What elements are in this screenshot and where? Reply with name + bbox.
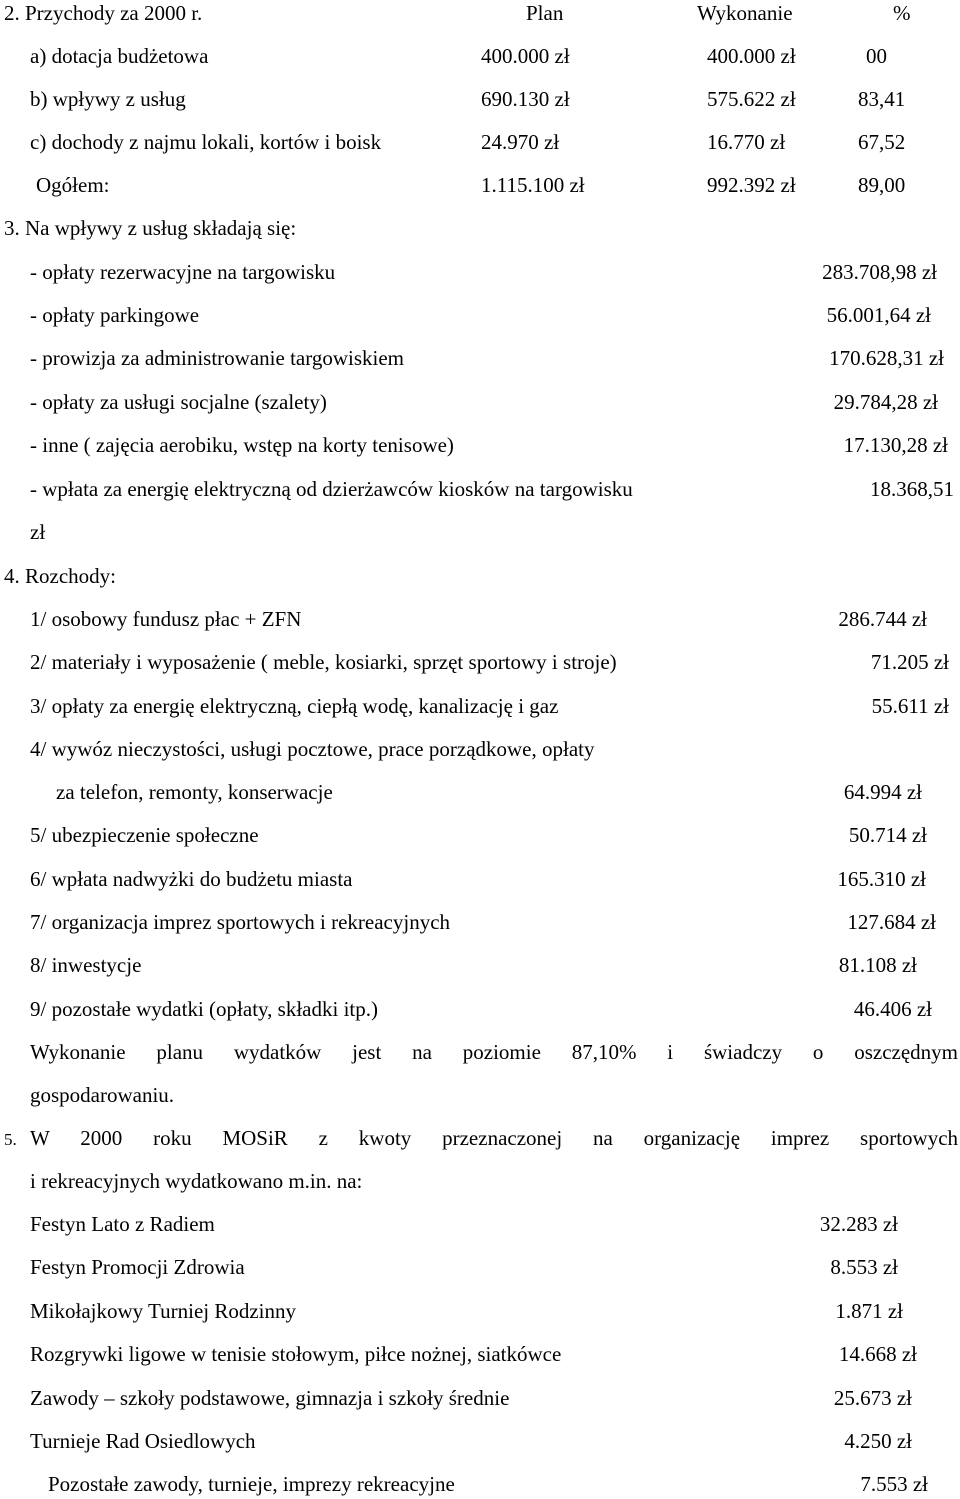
service-income-label: - opłaty parkingowe	[30, 303, 200, 327]
income-row-percent: 00	[866, 44, 887, 68]
event-label: Rozgrywki ligowe w tenisie stołowym, piłce nożnej, siatkówce	[30, 1342, 562, 1366]
income-row-plan: 24.970 zł	[481, 130, 560, 154]
expense-label: 2/ materiały i wyposażenie ( meble, kosiarki, sprzęt sportowy i stroje)	[30, 650, 617, 674]
expense-label: 6/ wpłata nadwyżki do budżetu miasta	[30, 867, 353, 891]
expense-value: 127.684 zł	[847, 910, 936, 934]
income-row-wykonanie: 575.622 zł	[707, 87, 796, 111]
expense-label: 3/ opłaty za energię elektryczną, ciepłą wodę, kanalizację i gaz	[30, 694, 559, 718]
expense-value: 71.205 zł	[870, 650, 949, 674]
income-row-wykonanie: 400.000 zł	[707, 44, 796, 68]
expense-value: 286.744 zł	[838, 607, 927, 631]
service-income-label: - opłaty za usługi socjalne (szalety)	[30, 390, 327, 414]
expense-value: 81.108 zł	[838, 953, 917, 977]
service-income-label: - opłaty rezerwacyjne na targowisku	[30, 260, 336, 284]
service-income-label: - prowizja za administrowanie targowiskiem	[30, 346, 405, 370]
expense-label: 8/ inwestycje	[30, 953, 142, 977]
section-5-intro-line: i rekreacyjnych wydatkowano m.in. na:	[30, 1169, 363, 1193]
expense-label: 5/ ubezpieczenie społeczne	[30, 823, 259, 847]
event-value: 1.871 zł	[835, 1299, 903, 1323]
income-row-label: b) wpływy z usług	[30, 87, 186, 111]
event-label: Mikołajkowy Turniej Rodzinny	[30, 1299, 297, 1323]
event-value: 4.250 zł	[844, 1429, 912, 1453]
service-income-value: 283.708,98 zł	[822, 260, 937, 284]
expense-value: 50.714 zł	[848, 823, 927, 847]
expense-summary-line: gospodarowaniu.	[30, 1083, 175, 1107]
service-income-unit: zł	[30, 520, 46, 544]
service-income-value: 17.130,28 zł	[843, 433, 948, 457]
event-label: Festyn Lato z Radiem	[30, 1212, 215, 1236]
expense-label: za telefon, remonty, konserwacje	[56, 780, 333, 804]
section-2-heading: 2. Przychody za 2000 r.	[4, 1, 203, 25]
service-income-value: 18.368,51	[870, 477, 954, 501]
income-total-wykonanie: 992.392 zł	[707, 173, 796, 197]
event-value: 32.283 zł	[819, 1212, 898, 1236]
expense-value: 165.310 zł	[837, 867, 926, 891]
event-value: 14.668 zł	[838, 1342, 917, 1366]
income-total-label: Ogółem:	[36, 173, 110, 197]
income-row-label: c) dochody z najmu lokali, kortów i boisk	[30, 130, 382, 154]
income-row-plan: 400.000 zł	[481, 44, 570, 68]
event-value: 25.673 zł	[833, 1386, 912, 1410]
section-4-heading: 4. Rozchody:	[4, 564, 116, 588]
service-income-value: 170.628,31 zł	[829, 346, 944, 370]
expense-label: 9/ pozostałe wydatki (opłaty, składki itp.)	[30, 997, 378, 1021]
event-label: Pozostałe zawody, turnieje, imprezy rekreacyjne	[48, 1472, 455, 1496]
service-income-value: 29.784,28 zł	[833, 390, 938, 414]
event-label: Zawody – szkoły podstawowe, gimnazja i szkoły średnie	[30, 1386, 510, 1410]
event-label: Festyn Promocji Zdrowia	[30, 1255, 245, 1279]
event-value: 8.553 zł	[830, 1255, 898, 1279]
income-total-percent: 89,00	[858, 173, 906, 197]
expense-value: 46.406 zł	[853, 997, 932, 1021]
section-5-number: 5.	[4, 1130, 17, 1149]
service-income-label: - wpłata za energię elektryczną od dzierżawców kiosków na targowisku	[30, 477, 633, 501]
expense-value: 64.994 zł	[843, 780, 922, 804]
event-value: 7.553 zł	[860, 1472, 928, 1496]
income-row-percent: 83,41	[858, 87, 906, 111]
expense-label: 7/ organizacja imprez sportowych i rekreacyjnych	[30, 910, 451, 934]
expense-label: 1/ osobowy fundusz płac + ZFN	[30, 607, 302, 631]
income-row-label: a) dotacja budżetowa	[30, 44, 209, 68]
column-header-plan: Plan	[526, 1, 564, 25]
section-3-heading: 3. Na wpływy z usług składają się:	[4, 216, 297, 240]
income-row-wykonanie: 16.770 zł	[707, 130, 786, 154]
expense-summary-line: Wykonanie planu wydatków jest na poziomie 87,10% i świadczy o oszczędnym	[30, 1040, 959, 1064]
income-row-percent: 67,52	[858, 130, 906, 154]
expense-label: 4/ wywóz nieczystości, usługi pocztowe, prace porządkowe, opłaty	[30, 737, 595, 761]
event-label: Turnieje Rad Osiedlowych	[30, 1429, 256, 1453]
column-header-percent: %	[893, 1, 911, 25]
expense-value: 55.611 zł	[871, 694, 949, 718]
income-row-plan: 690.130 zł	[481, 87, 570, 111]
section-5-intro-line: W 2000 roku MOSiR z kwoty przeznaczonej na organizację imprez sportowych	[30, 1126, 959, 1150]
income-total-plan: 1.115.100 zł	[481, 173, 585, 197]
service-income-value: 56.001,64 zł	[826, 303, 931, 327]
service-income-label: - inne ( zajęcia aerobiku, wstęp na korty tenisowe)	[30, 433, 454, 457]
column-header-wykonanie: Wykonanie	[697, 1, 793, 25]
